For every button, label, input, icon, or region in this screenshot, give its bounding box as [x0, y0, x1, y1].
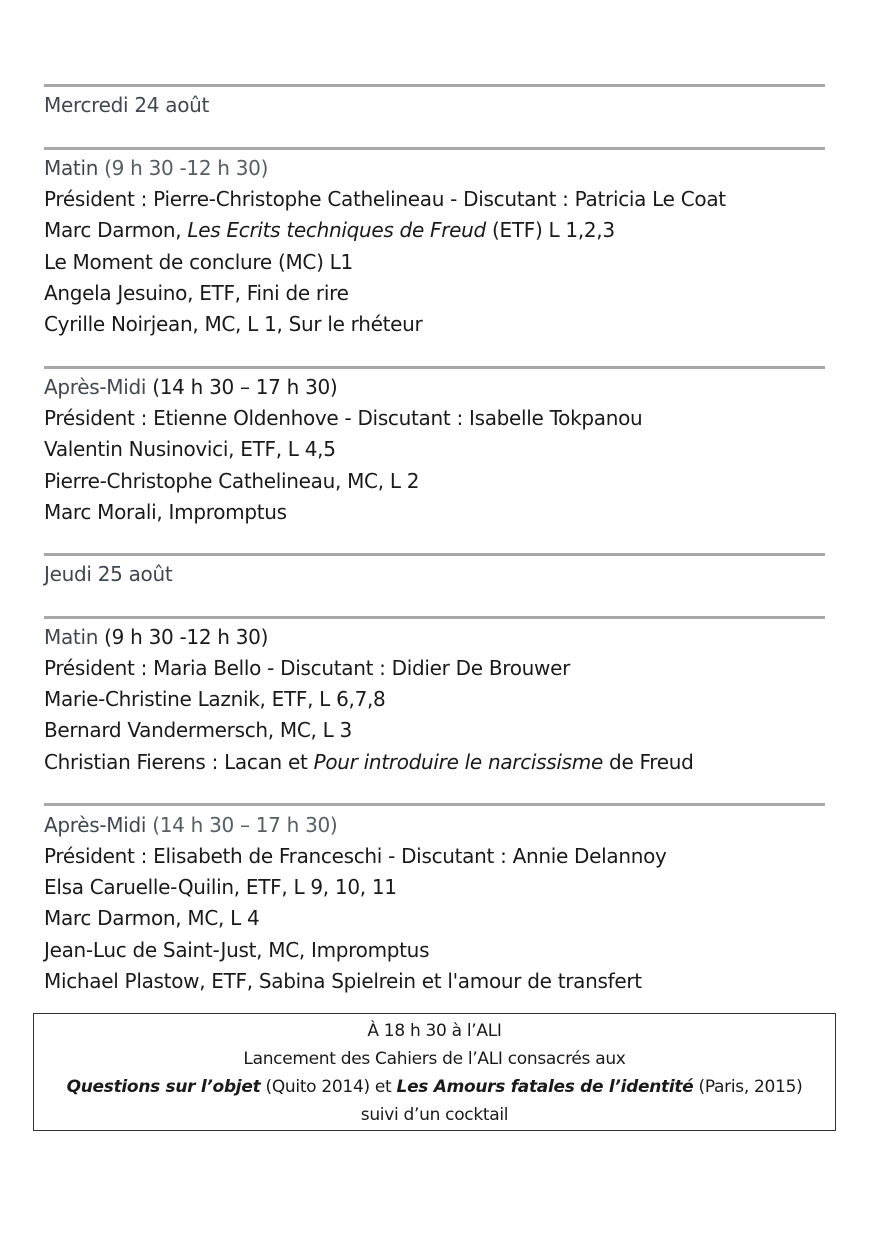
book-title: Les Amours fatales de l’identité: [396, 1077, 694, 1097]
announcement-books: [34, 1073, 835, 1101]
announcement-cocktail: suivi d’un cocktail: [360, 1105, 509, 1125]
session-time: (14 h 30 – 17 h 30): [152, 813, 338, 837]
session-label: Après-Midi: [44, 375, 147, 399]
announcement-launch: Lancement des Cahiers de l’ALI consacrés aux: [243, 1049, 626, 1069]
talk-text: de Freud: [603, 750, 694, 774]
session-label: Matin: [44, 625, 99, 649]
book-note: (Paris, 2015): [693, 1077, 803, 1097]
session-time: (9 h 30 -12 h 30): [104, 156, 269, 180]
day-title: Jeudi 25 août: [44, 562, 173, 586]
session-chair: Président : Elisabeth de Franceschi - Discutant : Annie Delannoy: [44, 844, 667, 868]
talk-item: Marie-Christine Laznik, ETF, L 6,7,8: [44, 687, 386, 711]
session-header: [44, 375, 337, 399]
talk-text: Marc Darmon,: [44, 218, 188, 242]
talk-item: Elsa Caruelle-Quilin, ETF, L 9, 10, 11: [44, 875, 397, 899]
session-chair: Président : Maria Bello - Discutant : Didier De Brouwer: [44, 656, 571, 680]
session-header: [44, 156, 268, 180]
talk-title: Les Ecrits techniques de Freud: [187, 218, 486, 242]
divider: [44, 366, 825, 369]
session-header: [44, 625, 268, 649]
talk-item: Bernard Vandermersch, MC, L 3: [44, 718, 352, 742]
session-time: (9 h 30 -12 h 30): [104, 625, 269, 649]
talk-item: Michael Plastow, ETF, Sabina Spielrein et l'amour de transfert: [44, 969, 642, 993]
session-header: [44, 813, 337, 837]
talk-text: Christian Fierens : Lacan et: [44, 750, 314, 774]
announcement-box: [33, 1013, 836, 1131]
session-label: Matin: [44, 156, 99, 180]
day-title: Mercredi 24 août: [44, 93, 210, 117]
talk-item: [44, 218, 615, 242]
talk-item: Angela Jesuino, ETF, Fini de rire: [44, 281, 349, 305]
divider: [44, 147, 825, 150]
session-label: Après-Midi: [44, 813, 147, 837]
divider: [44, 803, 825, 806]
talk-item: Marc Morali, Impromptus: [44, 500, 287, 524]
talk-item: Valentin Nusinovici, ETF, L 4,5: [44, 437, 336, 461]
session-chair: Président : Etienne Oldenhove - Discutant : Isabelle Tokpanou: [44, 406, 643, 430]
talk-text: (ETF) L 1,2,3: [485, 218, 615, 242]
talk-item: Le Moment de conclure (MC) L1: [44, 250, 353, 274]
divider: [44, 553, 825, 556]
talk-item: Cyrille Noirjean, MC, L 1, Sur le rhéteur: [44, 312, 423, 336]
divider: [44, 616, 825, 619]
announcement-time: À 18 h 30 à l’ALI: [367, 1021, 502, 1041]
divider: [44, 84, 825, 87]
session-chair: Président : Pierre-Christophe Cathelineau - Discutant : Patricia Le Coat: [44, 187, 726, 211]
talk-item: [44, 750, 694, 774]
talk-item: Pierre-Christophe Cathelineau, MC, L 2: [44, 469, 420, 493]
book-note: (Quito 2014) et: [260, 1077, 397, 1097]
session-time: (14 h 30 – 17 h 30): [152, 375, 338, 399]
talk-title: Pour introduire le narcissisme: [313, 750, 603, 774]
book-title: Questions sur l’objet: [66, 1077, 261, 1097]
talk-item: Marc Darmon, MC, L 4: [44, 906, 260, 930]
talk-item: Jean-Luc de Saint-Just, MC, Impromptus: [44, 938, 430, 962]
